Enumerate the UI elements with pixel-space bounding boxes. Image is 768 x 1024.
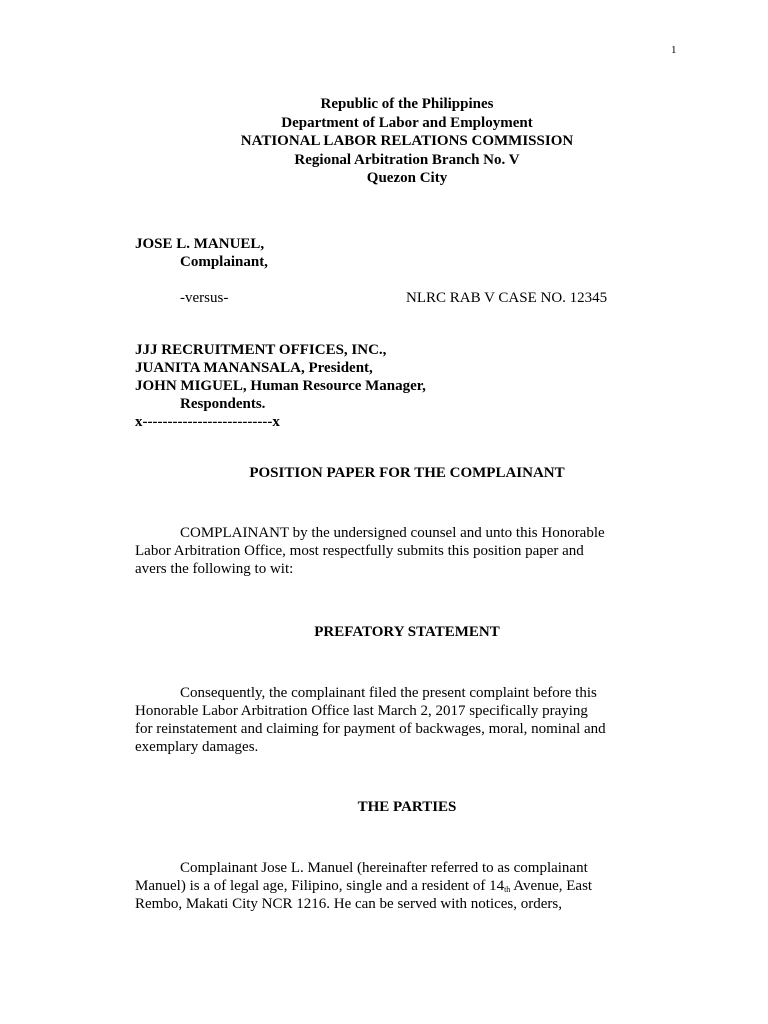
respondent-hr-manager: JOHN MIGUEL, Human Resource Manager, xyxy=(135,378,426,394)
prefatory-line-3: for reinstatement and claiming for payment of backwages, moral, nominal and xyxy=(135,721,606,737)
prefatory-line-1: Consequently, the complainant filed the present complaint before this xyxy=(180,685,597,701)
page-number: 1 xyxy=(671,44,677,56)
header-republic: Republic of the Philippines xyxy=(320,96,494,112)
respondent-company: JJJ RECRUITMENT OFFICES, INC., xyxy=(135,342,387,358)
respondent-president: JUANITA MANANSALA, President, xyxy=(135,360,373,376)
complainant-name: JOSE L. MANUEL, xyxy=(135,236,265,252)
document-header xyxy=(0,96,768,189)
respondents-caption xyxy=(135,342,426,432)
prefatory-line-4: exemplary damages. xyxy=(135,739,259,755)
intro-line-2: Labor Arbitration Office, most respectfully submits this position paper and xyxy=(135,543,584,559)
parties-line-2-end: Avenue, East xyxy=(510,878,593,894)
parties-line-3: Rembo, Makati City NCR 1216. He can be served with notices, orders, xyxy=(135,896,563,912)
respondents-role: Respondents. xyxy=(180,396,266,412)
case-number: NLRC RAB V CASE NO. 12345 xyxy=(406,290,608,306)
ordinal-suffix: th xyxy=(504,885,511,894)
prefatory-paragraph xyxy=(135,685,695,757)
intro-paragraph xyxy=(135,525,695,579)
prefatory-statement-heading: PREFATORY STATEMENT xyxy=(314,624,500,640)
caption-separator: x--------------------------x xyxy=(135,414,280,430)
intro-line-3: avers the following to wit: xyxy=(135,561,294,577)
prefatory-line-2: Honorable Labor Arbitration Office last March 2, 2017 specifically praying xyxy=(135,703,588,719)
complainant-role: Complainant, xyxy=(180,254,268,270)
versus-label: -versus- xyxy=(180,290,229,306)
document-title: POSITION PAPER FOR THE COMPLAINANT xyxy=(249,465,565,481)
parties-paragraph xyxy=(135,860,695,914)
parties-line-1: Complainant Jose L. Manuel (hereinafter referred to as complainant xyxy=(180,860,588,876)
parties-heading: THE PARTIES xyxy=(357,799,457,815)
intro-line-1: COMPLAINANT by the undersigned counsel and unto this Honorable xyxy=(180,525,605,541)
parties-line-2 xyxy=(135,878,695,896)
complainant-caption xyxy=(135,236,268,272)
header-commission: NATIONAL LABOR RELATIONS COMMISSION xyxy=(240,133,574,149)
parties-line-2-start: Manuel) is a of legal age, Filipino, single and a resident of 14 xyxy=(135,878,505,894)
header-branch: Regional Arbitration Branch No. V xyxy=(294,151,520,168)
header-city: Quezon City xyxy=(366,170,448,186)
header-department: Department of Labor and Employment xyxy=(281,114,533,131)
